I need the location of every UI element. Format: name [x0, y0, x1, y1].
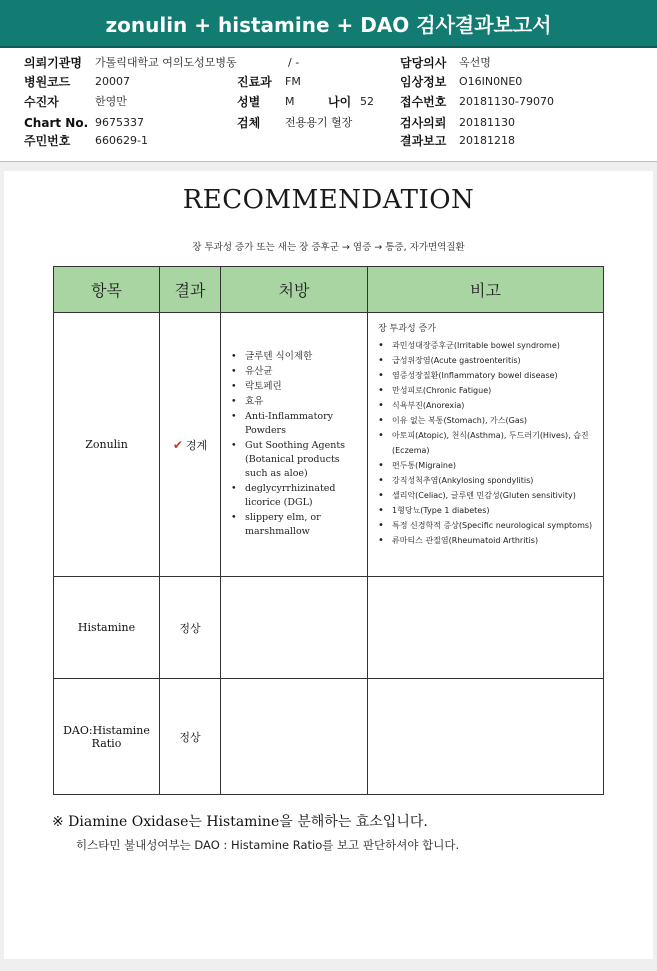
table-row-histamine [54, 577, 604, 679]
prescription-item: • slippery elm, or marshmallow [231, 511, 363, 539]
info-row-2 [0, 73, 657, 91]
note-item: • 급성위장염(Acute gastroenteritis) [378, 353, 599, 368]
footnote-ratio: 히스타민 불내성여부는 DAO : Histamine Ratio를 보고 판단하셔야 합니다. [76, 838, 460, 852]
table-row-zonulin [54, 313, 604, 577]
result-histamine: 정상 [160, 577, 221, 679]
item-dao-ratio: DAO:Histamine Ratio [54, 679, 160, 795]
prescription-item: • deglycyrrhizinated licorice (DGL) [231, 482, 363, 510]
department-value: FM [285, 75, 301, 88]
hospital-code-label: 병원코드 [24, 75, 71, 89]
prescription-item: • 글루텐 식이제한 [231, 350, 363, 364]
recommendation-page [4, 171, 653, 959]
note-item: • 염증성장질환(Inflammatory bowel disease) [378, 368, 599, 383]
hospital-code-value: 20007 [95, 75, 130, 88]
table-row-dao-ratio [54, 679, 604, 795]
table-header-row [54, 267, 604, 313]
note-item: • 과민성대장증후군(Irritable bowel syndrome) [378, 338, 599, 353]
chart-value: 9675337 [95, 116, 144, 129]
doctor-label: 담당의사 [400, 56, 447, 70]
specimen-value: 전용용기 혈장 [285, 116, 353, 129]
item-histamine: Histamine [54, 577, 160, 679]
report-title [0, 0, 657, 48]
institution-slash: / - [288, 56, 300, 69]
prescription-dao-ratio [221, 679, 368, 795]
note-zonulin [368, 313, 604, 577]
request-label: 검사의뢰 [400, 116, 447, 130]
info-row-5 [0, 132, 657, 150]
report-value: 20181218 [459, 134, 515, 147]
header-prescription: 처방 [221, 267, 368, 313]
patient-value: 한영만 [95, 95, 127, 108]
id-label: 주민번호 [24, 134, 71, 148]
note-histamine [368, 577, 604, 679]
note-item: • 식욕부진(Anorexia) [378, 398, 599, 413]
result-zonulin-text: 경계 [185, 438, 208, 452]
receipt-value: 20181130-79070 [459, 95, 554, 108]
item-zonulin: Zonulin [54, 313, 160, 577]
header-note: 비고 [368, 267, 604, 313]
note-item: • 강직성척추염(Ankylosing spondylitis) [378, 473, 599, 488]
report-title-text: zonulin + histamine + DAO 검사결과보고서 [105, 12, 552, 37]
note-item: • 류마티스 관절염(Rheumatoid Arthritis) [378, 533, 599, 548]
prescription-item: • Anti-Inflammatory Powders [231, 410, 363, 438]
age-value: 52 [360, 95, 374, 108]
clinical-value: O16IN0NE0 [459, 75, 523, 88]
chart-label: Chart No. [24, 116, 89, 130]
note-item: • 아토피(Atopic), 천식(Asthma), 두드러기(Hives), 습진(Eczema) [378, 428, 599, 458]
prescription-item: • 락토페린 [231, 380, 363, 394]
info-row-1 [0, 54, 657, 72]
header-result: 결과 [160, 267, 221, 313]
recommendation-table [53, 266, 604, 795]
note-item: • 만성피로(Chronic Fatigue) [378, 383, 599, 398]
prescription-histamine [221, 577, 368, 679]
note-item: • 1형당뇨(Type 1 diabetes) [378, 503, 599, 518]
prescription-item: • Gut Soothing Agents (Botanical products such as aloe) [231, 439, 363, 481]
patient-info-panel [0, 48, 657, 162]
note-dao-ratio [368, 679, 604, 795]
header-item: 항목 [54, 267, 160, 313]
note-item: • 편두통(Migraine) [378, 458, 599, 473]
prescription-item: • 효유 [231, 395, 363, 409]
info-row-4 [0, 114, 657, 132]
clinical-label: 임상정보 [400, 75, 447, 89]
result-dao-ratio: 정상 [160, 679, 221, 795]
info-row-3 [0, 93, 657, 111]
prescription-item: • 유산균 [231, 365, 363, 379]
note-title: 장 투과성 증가 [378, 324, 436, 334]
report-label: 결과보고 [400, 134, 447, 148]
age-label: 나이 [328, 95, 352, 109]
result-zonulin [160, 313, 221, 577]
request-value: 20181130 [459, 116, 515, 129]
note-item: • 특정 신경학적 증상(Specific neurological symptoms) [378, 518, 599, 533]
doctor-value: 옥선명 [459, 56, 491, 69]
sex-value: M [285, 95, 295, 108]
receipt-label: 접수번호 [400, 95, 447, 109]
id-value: 660629-1 [95, 134, 148, 147]
check-icon: ✔ [172, 437, 183, 452]
patient-label: 수진자 [24, 95, 59, 109]
prescription-zonulin [221, 313, 368, 577]
recommendation-title: RECOMMENDATION [182, 185, 475, 215]
department-label: 진료과 [237, 75, 272, 89]
note-item: • 이유 없는 복통(Stomach), 가스(Gas) [378, 413, 599, 428]
note-item: • 셀리악(Celiac), 글루텐 민감성(Gluten sensitivity) [378, 488, 599, 503]
specimen-label: 검체 [237, 116, 261, 130]
sex-label: 성별 [237, 95, 261, 109]
institution-value: 가톨릭대학교 여의도성모병동 [95, 56, 237, 69]
recommendation-subtitle: 장 투과성 증가 또는 새는 장 증후군 → 염증 → 통증, 자가면역질환 [192, 242, 465, 253]
institution-label: 의뢰기관명 [24, 56, 82, 70]
footnote-dao: ※ Diamine Oxidase는 Histamine을 분해하는 효소입니다. [52, 814, 428, 830]
